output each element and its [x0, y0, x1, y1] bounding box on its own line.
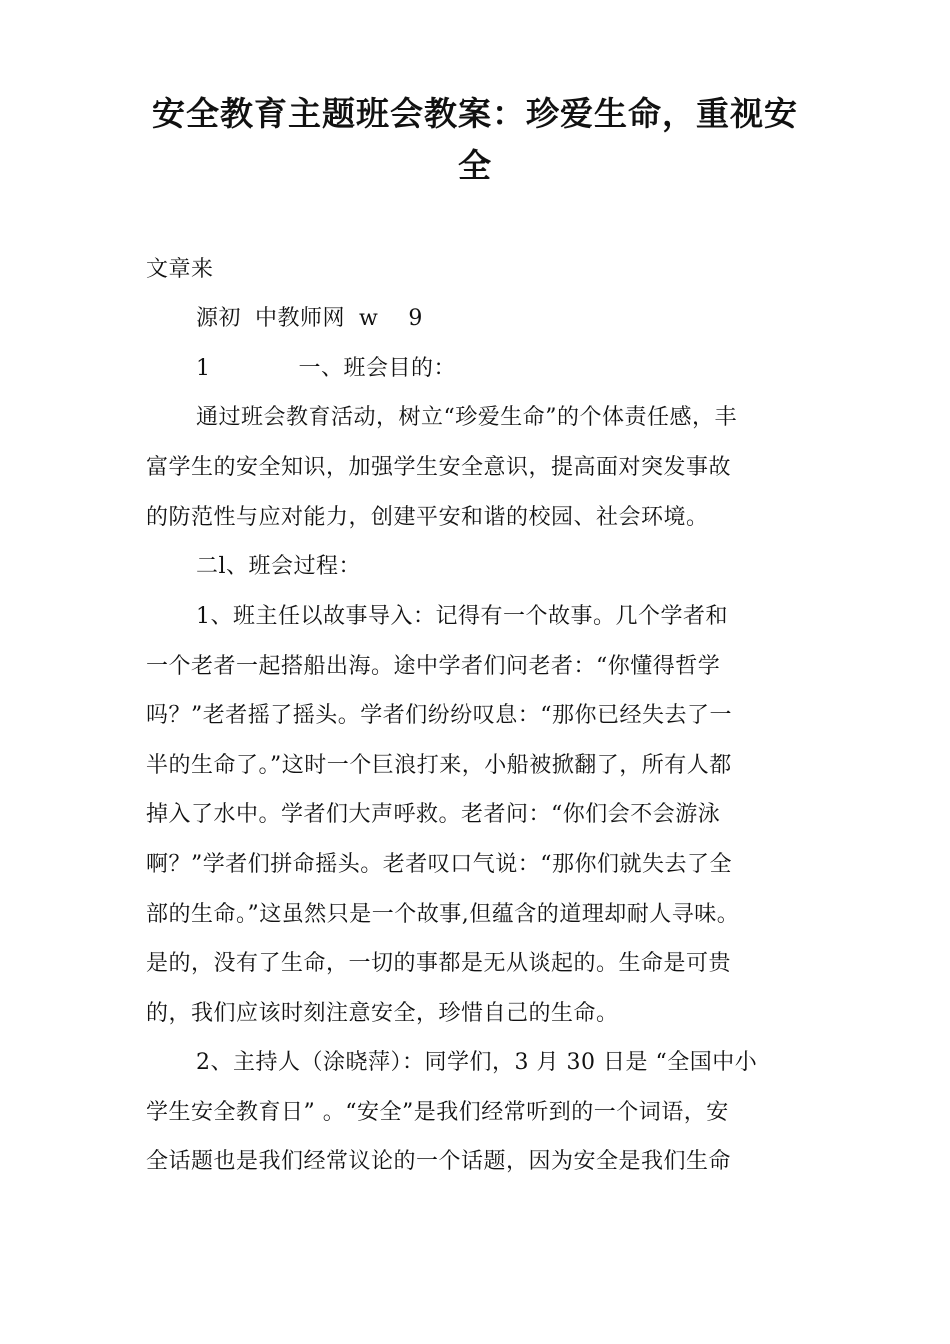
- paragraph-line: 部的生命。”这虽然只是一个故事,但蕴含的道理却耐人寻味。: [146, 902, 740, 927]
- source-part-2: 中教师网: [255, 306, 346, 331]
- paragraph-line: 2、主持人（涂晓萍）：同学们，3 月 30 日是 “全国中小: [196, 1050, 758, 1075]
- paragraph-line: 全话题也是我们经常议论的一个话题，因为安全是我们生命: [146, 1149, 732, 1174]
- source-part-3: w: [359, 306, 379, 331]
- paragraph-line: 的防范性与应对能力，创建平安和谐的校园、社会环境。: [146, 505, 709, 530]
- paragraph-line: 学生安全教育日” 。“安全”是我们经常听到的一个词语，安: [146, 1100, 729, 1125]
- source-line-1: 文章来: [146, 257, 214, 282]
- document-title-line-2: 全: [458, 146, 492, 185]
- paragraph-line: 吗？”老者摇了摇头。学者们纷纷叹息：“那你已经失去了一: [146, 703, 732, 728]
- document-title-line-1: 安全教育主题班会教案：珍爱生命，重视安: [152, 94, 798, 133]
- paragraph-line: 通过班会教育活动，树立“珍爱生命”的个体责任感，丰: [196, 405, 737, 430]
- paragraph-line: 富学生的安全知识，加强学生安全意识，提高面对突发事故: [146, 455, 732, 480]
- heading-number: 1: [196, 356, 211, 381]
- paragraph-line: 掉入了水中。学者们大声呼救。老者问：“你们会不会游泳: [146, 802, 721, 827]
- paragraph-line: 啊？”学者们拼命摇头。老者叹口气说：“那你们就失去了全: [146, 852, 732, 877]
- section-heading-2: 二l、班会过程：: [196, 554, 362, 579]
- paragraph-line: 是的，没有了生命，一切的事都是无从谈起的。生命是可贵: [146, 951, 732, 976]
- paragraph-line: 一个老者一起搭船出海。途中学者们问老者：“你懂得哲学: [146, 654, 721, 679]
- paragraph-line: 1、班主任以故事导入：记得有一个故事。几个学者和: [196, 604, 728, 629]
- source-part-1: 源初: [196, 306, 242, 331]
- heading-text: 一、班会目的：: [298, 356, 457, 381]
- paragraph-line: 的，我们应该时刻注意安全，珍惜自己的生命。: [146, 1001, 619, 1026]
- source-line-2: [196, 302, 806, 336]
- section-heading-1: [196, 352, 806, 386]
- source-part-4: 9: [408, 306, 423, 331]
- paragraph-line: 半的生命了。”这时一个巨浪打来，小船被掀翻了，所有人都: [146, 753, 732, 778]
